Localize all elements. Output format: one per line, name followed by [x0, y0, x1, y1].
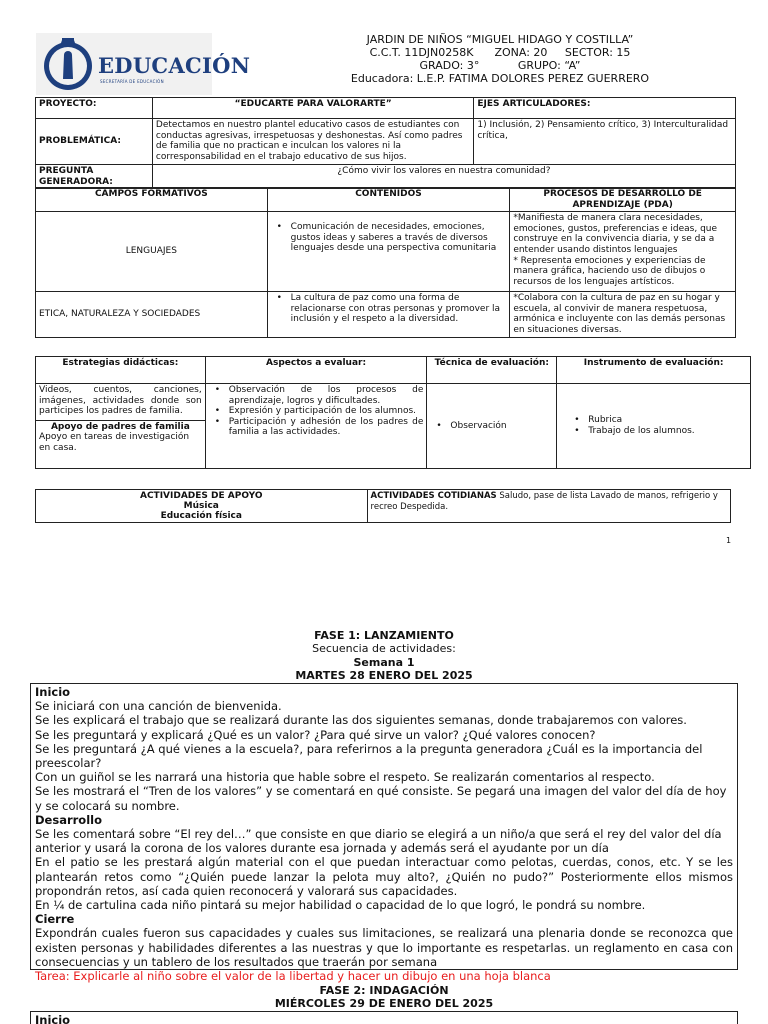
pregunta-label: PREGUNTA GENERADORA: — [36, 165, 153, 189]
apoyo-item: Música — [183, 501, 219, 511]
campo-cell: LENGUAJES — [36, 212, 268, 292]
proyecto-value: “EDUCARTE PARA VALORARTE” — [152, 98, 473, 119]
evaluation-table — [35, 356, 751, 469]
table-row — [36, 212, 736, 292]
col-tecnica: Técnica de evaluación: — [427, 357, 557, 384]
apoyo-padres-title: Apoyo de padres de familia — [50, 421, 190, 432]
campo-cell: ETICA, NATURALEZA Y SOCIEDADES — [36, 292, 268, 338]
phase1-title: FASE 1: LANZAMIENTO — [314, 629, 454, 642]
phase1-sequence-box — [30, 683, 738, 984]
phase1-week: Semana 1 — [353, 656, 415, 669]
col-estrategias: Estrategias didácticas: — [36, 357, 206, 384]
desarrollo-item: Se les comentará sobre “El rey del…” que consiste en que diario se elegirá a un niño/a que será el rey del valor del día anterior y usará la corona de los valores durante esa jornada y además será el ayudante por un día — [35, 827, 722, 856]
col-aspectos: Aspectos a evaluar: — [205, 357, 427, 384]
activities-table — [35, 489, 731, 523]
proyecto-label: PROYECTO: — [36, 98, 153, 119]
desarrollo-heading: Desarrollo — [35, 812, 102, 827]
col-pda: PROCESOS DE DESARROLLO DE APRENDIZAJE (PDA) — [510, 188, 736, 212]
grade-group-line: GRADO: 3° GRUPO: “A” — [419, 59, 581, 72]
table-row — [36, 292, 736, 338]
contenido-item: • Comunicación de necesidades, emociones, gustos ideas y saberes a través de diversos lenguajes desde una perspectiva comunitaria — [271, 222, 507, 254]
apoyo-padres-text: Apoyo en tareas de investigación en casa. — [39, 432, 190, 453]
col-contenidos: CONTENIDOS — [267, 188, 510, 212]
inicio-item: Se les preguntará ¿A qué vienes a la escuela?, para referirnos a la pregunta generadora ¿Cuál es la importancia del preescolar? — [35, 741, 703, 771]
actividades-cotidianas-text: Saludo, pase de lista Lavado de manos, refrigerio y recreo Despedida. — [370, 491, 718, 512]
inicio-item: Se les preguntará y explicará ¿Qué es un valor? ¿Para qué sirve un valor? ¿Qué valores conocen? — [35, 727, 596, 742]
actividades-cotidianas-title: ACTIVIDADES COTIDIANAS — [370, 491, 497, 501]
school-name: JARDIN DE NIÑOS “MIGUEL HIDAGO Y COSTILLA” — [366, 33, 634, 46]
instrumento-item: • Trabajo de los alumnos. — [568, 426, 747, 437]
col-campos: CAMPOS FORMATIVOS — [36, 188, 268, 212]
teacher-line: Educadora: L.E.P. FATIMA DOLORES PEREZ GUERRERO — [350, 72, 650, 85]
project-table — [35, 97, 736, 189]
shield-emblem-icon — [40, 35, 96, 93]
page-number: 1 — [726, 536, 732, 545]
phase2-sequence-box — [30, 1011, 738, 1024]
aspecto-item: • Observación de los procesos de aprendizaje, logros y dificultades. — [209, 385, 424, 406]
education-logo — [36, 33, 251, 95]
campos-table — [35, 187, 736, 338]
contenido-item: • La cultura de paz como una forma de relacionarse con otras personas y promover la inclusión y el respeto a la diversidad. — [271, 293, 507, 325]
problematica-value: Detectamos en nuestro plantel educativo casos de estudiantes con conductas agresivas, irrespetuosas y deshonestas. Así como padres de familia que no practican e inculcan los valores ni la corresponsabilidad en el trabajo educativo de sus hijos. — [152, 119, 473, 165]
ejes-value: 1) Inclusión, 2) Pensamiento crítico, 3) Interculturalidad crítica, — [474, 119, 736, 165]
tecnica-item: • Observación — [430, 421, 553, 432]
apoyo-item: Educación física — [160, 511, 242, 521]
desarrollo-item: En ¼ de cartulina cada niño pintará su mejor habilidad o capacidad de lo que logró, le pondrá su nombre. — [35, 898, 646, 913]
aspecto-item: • Expresión y participación de los alumnos. — [209, 406, 424, 417]
col-instrumento: Instrumento de evaluación: — [557, 357, 751, 384]
cct-line: C.C.T. 11DJN0258K ZONA: 20 SECTOR: 15 — [369, 46, 631, 59]
logo-text: EDUCACIÓN — [98, 53, 251, 78]
tarea-text: Tarea: Explicarle al niño sobre el valor de la libertad y hacer un dibujo en una hoja blanca — [35, 969, 551, 984]
inicio-item: Se iniciará con una canción de bienvenida. — [35, 699, 282, 714]
inicio-heading: Inicio — [35, 685, 71, 699]
aspecto-item: • Participación y adhesión de los padres de familia a las actividades. — [209, 417, 424, 438]
cierre-heading: Cierre — [35, 912, 75, 927]
inicio-item: Con un guiñol se les narrará una historia que hable sobre el respeto. Se realizarán comentarios al respecto. — [35, 770, 655, 785]
cierre-text: Expondrán cuales fueron sus capacidades y cuales sus limitaciones, se realizará una plenaria donde se reconozca que existen personas y habilidades diferentes a las nuestras y que lo importante es respetarlas. un reglamento en casa con consecuencias y un tablero de los resultados que traerán por semana — [35, 926, 733, 969]
actividades-apoyo-title: ACTIVIDADES DE APOYO — [139, 491, 263, 501]
logo-subtext: SECRETARÍA DE EDUCACIÓN — [100, 79, 164, 84]
inicio-heading: Inicio — [35, 1013, 71, 1024]
ejes-label: EJES ARTICULADORES: — [474, 98, 736, 119]
pda-cell: *Manifiesta de manera clara necesidades, emociones, gustos, preferencias e ideas, que construye en la convivencia diaria, y se da a entender usando distintos lenguajes * Representa emociones y experiencias de manera gráfica, haciendo uso de dibujos o recursos de los lenguajes artísticos. — [510, 212, 736, 292]
pregunta-value: ¿Cómo vivir los valores en nuestra comunidad? — [152, 165, 735, 189]
inicio-item: Se les explicará el trabajo que se realizará durante las dos siguientes semanas, donde trabajaremos con valores. — [35, 713, 687, 728]
instrumento-item: • Rubrica — [568, 415, 747, 426]
phase1-date: MARTES 28 ENERO DEL 2025 — [295, 669, 473, 682]
problematica-label: PROBLEMÁTICA: — [36, 119, 153, 165]
phase2-title: FASE 2: INDAGACIÓN — [319, 984, 449, 997]
phase2-date: MIÉRCOLES 29 DE ENERO DEL 2025 — [274, 997, 494, 1010]
desarrollo-item: En el patio se les prestará algún material con el que puedan interactuar como pelotas, cuerdas, conos, etc. Y se les plantearán retos como “¿Quién puede lanzar la pelota muy alto?, ¿Quién no pudo?” Posteriormente ellos mismos propondrán retos, así cada quien reconocerá y valorará sus capacidades. — [35, 855, 733, 898]
estrategias-text: Videos, cuentos, canciones, imágenes, actividades donde son participes los padres de familia. — [36, 384, 205, 421]
pda-cell: *Colabora con la cultura de paz en su hogar y escuela, al convivir de manera respetuosa, armónica e incluyente con las demás personas en situaciones diversas. — [510, 292, 736, 338]
phase1-subtitle: Secuencia de actividades: — [312, 642, 456, 655]
inicio-item: Se les mostrará el “Tren de los valores” y se comentará en qué consiste. Se pegará una imagen del valor del día de hoy y se colocará su nombre. — [35, 784, 727, 813]
